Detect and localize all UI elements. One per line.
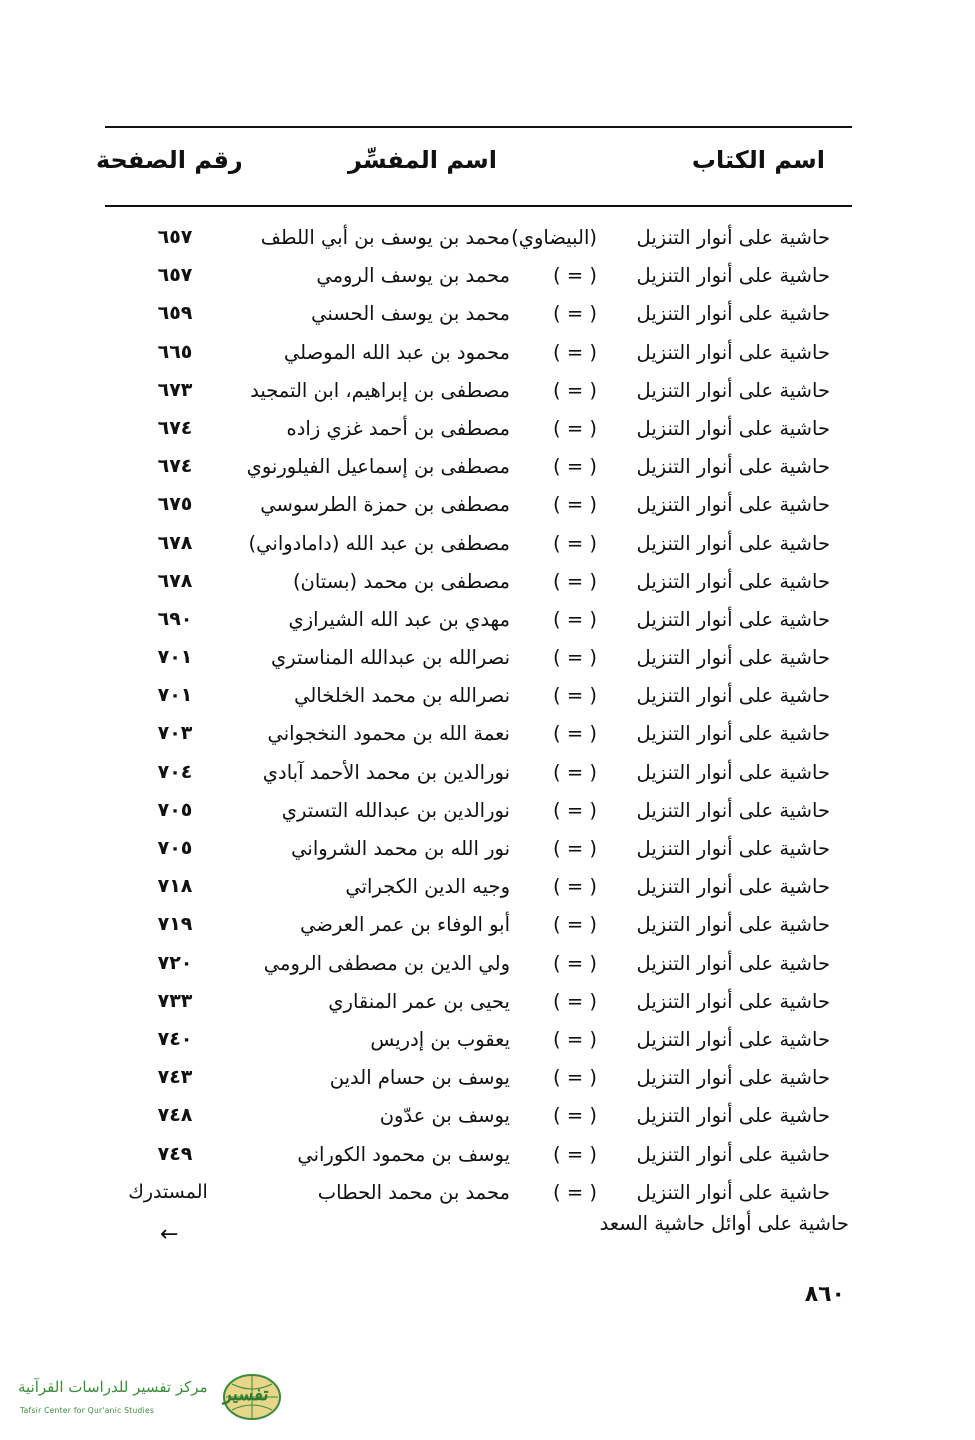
book-title-cell: حاشية على أنوار التنزيل [636,798,830,822]
page-number-cell: ٦٥٧ [157,264,193,287]
page-number-cell: ٦٧٣ [157,378,193,401]
table-row [0,990,975,1028]
book-note-cell: ( = ) [553,798,597,822]
page-number-cell: ٧٠٤ [157,760,193,783]
author-name-cell: نور الله بن محمد الشرواني [291,837,510,860]
table-row [0,761,975,799]
author-name-cell: مصطفى بن حمزة الطرسوسي [260,493,510,517]
table-row [0,455,975,493]
author-name-cell: يوسف بن عدّون [379,1104,510,1128]
author-name-cell: ولي الدين بن مصطفى الرومي [263,951,510,975]
table-row [0,837,975,875]
page-number-cell: ٧٤٣ [157,1066,193,1089]
continue-arrow-icon: ← [160,1222,179,1247]
book-title-cell: حاشية على أنوار التنزيل [636,913,830,937]
book-note-cell: ( = ) [553,569,597,593]
author-name-cell: نعمة الله بن محمود النخجواني [267,722,510,746]
page-number-cell: ٦٧٤ [157,455,193,478]
book-note-cell: ( = ) [553,264,597,288]
book-title-cell: حاشية على أنوار التنزيل [636,760,830,784]
author-name-cell: محمد بن يوسف الرومي [316,264,510,288]
table-row [0,264,975,302]
page-number-cell: ٧٤٩ [157,1142,193,1165]
table-row [0,875,975,913]
book-note-cell: ( = ) [553,455,597,479]
page-number-cell: ٧٠١ [157,684,193,707]
table-row [0,952,975,990]
author-name-cell: مصطفى بن عبد الله (دامادواني) [248,531,510,555]
book-title-cell: حاشية على أنوار التنزيل [636,340,830,364]
book-note-cell: ( = ) [553,340,597,364]
page-number-cell: ٧٠١ [157,646,193,669]
book-title-cell: حاشية على أنوار التنزيل [636,646,830,670]
book-title-cell: حاشية على أنوار التنزيل [636,722,830,746]
book-note-cell: ( = ) [553,684,597,708]
table-row [0,302,975,340]
page-number-cell: ٦٧٤ [157,416,193,439]
book-title-cell: حاشية على أنوار التنزيل [636,607,830,631]
book-title-cell: حاشية على أنوار التنزيل [636,875,830,899]
book-title-cell: حاشية على أنوار التنزيل [636,569,830,593]
book-note-cell: ( = ) [553,722,597,746]
book-title-cell: حاشية على أنوار التنزيل [636,455,830,479]
logo-mark-text: تفسير [223,1384,269,1405]
book-title-cell: حاشية على أنوار التنزيل [636,493,830,517]
author-name-cell: يوسف بن حسام الدين [329,1066,510,1090]
page-number: ٨٦٠ [804,1282,845,1307]
book-title-cell: حاشية على أنوار التنزيل [636,951,830,975]
book-title-cell: حاشية على أنوار التنزيل [636,416,830,440]
header-rule [105,205,852,207]
page-number-cell: ٦٧٨ [157,531,193,554]
page-column-header: رقم الصفحة [96,146,243,174]
book-note-cell: (البيضاوي) [511,226,597,249]
table-row [0,684,975,722]
logo-subtitle: Tafsir Center for Qur'anic Studies [20,1406,155,1415]
book-note-cell: ( = ) [553,875,597,899]
page-number-cell: ٧٣٣ [157,989,193,1012]
author-name-cell: محمد بن يوسف بن أبي اللطف [260,226,510,249]
author-name-cell: محمد بن يوسف الحسني [311,302,510,326]
page-number-cell: ٧٤٨ [157,1104,193,1127]
author-name-cell: أبو الوفاء بن عمر العرضي [300,913,510,937]
top-rule [105,126,852,128]
author-name-cell: يوسف بن محمود الكوراني [297,1142,510,1166]
book-note-cell: ( = ) [553,760,597,784]
page-number-cell: ٦٥٧ [157,226,193,248]
book-note-cell: ( = ) [553,607,597,631]
book-title-cell: حاشية على أنوار التنزيل [636,264,830,288]
book-note-cell: ( = ) [553,1027,597,1051]
table-row [0,1066,975,1104]
table-row [0,226,975,264]
author-name-cell: يعقوب بن إدريس [370,1027,510,1051]
author-name-cell: نصرالله بن محمد الخلخالي [294,684,510,708]
table-row [0,1028,975,1066]
page-number-cell: ٧٠٣ [157,722,193,745]
book-title-cell: حاشية على أنوار التنزيل [636,531,830,555]
page-number-cell: ٧٢٠ [157,951,193,974]
page-number-cell: ٦٧٥ [157,493,193,516]
book-note-cell: ( = ) [553,913,597,937]
index-table [0,226,975,1219]
page-number-cell: ٧٠٥ [157,837,193,859]
logo-title: مركز تفسير للدراسات القرآنية [18,1378,208,1396]
author-name-cell: يحيى بن عمر المنقاري [328,989,510,1013]
book-title-cell: حاشية على أنوار التنزيل [636,1066,830,1090]
page-number-cell: ٦٥٩ [157,302,193,325]
page-number-cell: ٧٠٥ [157,798,193,821]
book-note-cell: ( = ) [553,989,597,1013]
book-title-cell: حاشية على أنوار التنزيل [636,684,830,708]
extra-entry: حاشية على أوائل حاشية السعد [599,1212,849,1235]
table-row [0,646,975,684]
author-name-cell: محمد بن محمد الحطاب [317,1180,510,1204]
book-column-header: اسم الكتاب [691,146,825,174]
book-title-cell: حاشية على أنوار التنزيل [636,989,830,1013]
book-note-cell: ( = ) [553,493,597,517]
table-row [0,722,975,760]
table-row [0,1104,975,1142]
table-row [0,799,975,837]
page-number-cell: ٧١٩ [157,913,193,936]
book-title-cell: حاشية على أنوار التنزيل [636,378,830,402]
author-name-cell: نصرالله بن عبدالله المناستري [271,646,510,670]
book-title-cell: حاشية على أنوار التنزيل [636,837,830,860]
page-number-cell: ٦٧٨ [157,569,193,592]
book-note-cell: ( = ) [553,837,597,860]
book-title-cell: حاشية على أنوار التنزيل [636,1180,830,1204]
book-note-cell: ( = ) [553,951,597,975]
table-row [0,417,975,455]
book-note-cell: ( = ) [553,531,597,555]
book-note-cell: ( = ) [553,378,597,402]
page-number-cell: ٦٦٥ [157,340,193,363]
book-note-cell: ( = ) [553,1180,597,1204]
table-row [0,570,975,608]
book-title-cell: حاشية على أنوار التنزيل [636,1027,830,1051]
page-number-cell: المستدرك [128,1180,208,1203]
author-column-header: اسم المفسِّر [348,146,497,174]
page-number-cell: ٧١٨ [157,875,193,898]
book-note-cell: ( = ) [553,416,597,440]
table-row [0,913,975,951]
table-row [0,532,975,570]
book-note-cell: ( = ) [553,646,597,670]
author-name-cell: نورالدين بن عبدالله التستري [281,798,510,822]
author-name-cell: وجيه الدين الكجراتي [345,875,510,899]
book-title-cell: حاشية على أنوار التنزيل [636,226,830,249]
table-row [0,493,975,531]
table-row [0,341,975,379]
book-title-cell: حاشية على أنوار التنزيل [636,302,830,326]
table-row [0,608,975,646]
book-title-cell: حاشية على أنوار التنزيل [636,1104,830,1128]
author-name-cell: نورالدين بن محمد الأحمد آبادي [262,760,510,784]
book-title-cell: حاشية على أنوار التنزيل [636,1142,830,1166]
book-note-cell: ( = ) [553,1066,597,1090]
table-row [0,379,975,417]
book-note-cell: ( = ) [553,1142,597,1166]
author-name-cell: محمود بن عبد الله الموصلي [283,340,510,364]
table-row [0,1143,975,1181]
book-note-cell: ( = ) [553,1104,597,1128]
author-name-cell: مصطفى بن محمد (بستان) [292,569,510,593]
tafsir-center-logo [18,1372,288,1424]
page-number-cell: ٧٤٠ [157,1027,193,1050]
author-name-cell: مصطفى بن إسماعيل الفيلورنوي [246,455,510,479]
page-number-cell: ٦٩٠ [157,607,193,630]
book-note-cell: ( = ) [553,302,597,326]
author-name-cell: مصطفى بن إبراهيم، ابن التمجيد [250,378,510,402]
author-name-cell: مهدي بن عبد الله الشيرازي [288,607,510,631]
author-name-cell: مصطفى بن أحمد غزي زاده [286,416,510,440]
